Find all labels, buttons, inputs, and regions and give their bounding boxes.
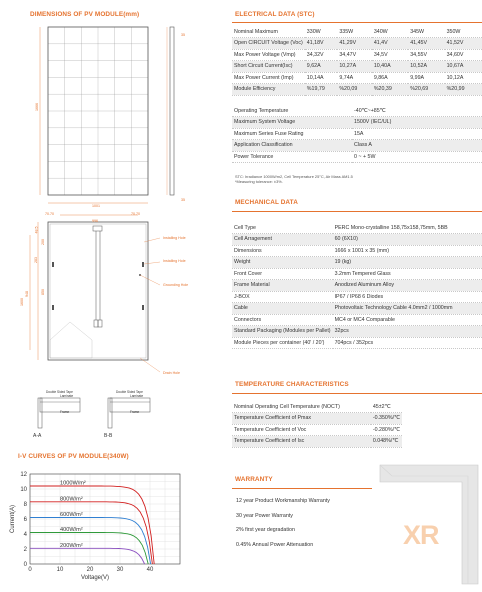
spec-label: Module Pieces per container (40' / 20') bbox=[232, 337, 333, 349]
electrical-row-label: Open CIRCUIT Voltage (Voc) bbox=[232, 38, 305, 50]
spec-row bbox=[232, 140, 482, 152]
dimensions-title: DIMENSIONS OF PV MODULE(mm) bbox=[30, 11, 140, 18]
warranty-item: 2% first year degradation bbox=[236, 527, 295, 533]
spec-row bbox=[232, 436, 402, 448]
spec-label: Temperature Coefficient of Pmax bbox=[232, 413, 371, 425]
warranty-list bbox=[236, 496, 386, 554]
spec-row bbox=[232, 326, 482, 338]
iv-curve-label: 1000W/m² bbox=[60, 480, 86, 487]
side-dim-3: 996 bbox=[92, 219, 98, 223]
electrical-row bbox=[232, 26, 482, 38]
temperature-table bbox=[232, 401, 402, 448]
electrical-cell: 9,74A bbox=[337, 72, 371, 84]
electrical-cell: 41,4V bbox=[372, 38, 408, 50]
x-tick-label: 20 bbox=[86, 567, 94, 573]
frame-label-b: Frame bbox=[130, 410, 140, 414]
x-tick-label: 0 bbox=[28, 567, 32, 573]
warranty-item: 30 year Power Warranty bbox=[236, 512, 293, 519]
iv-curve-label: 400W/m² bbox=[60, 527, 83, 533]
spec-row bbox=[232, 245, 482, 257]
spec-value: 45±2℃ bbox=[371, 401, 402, 413]
spec-row bbox=[232, 117, 482, 129]
x-axis-label: Voltage(V) bbox=[80, 575, 110, 581]
iv-curve bbox=[30, 548, 145, 564]
spec-label: Temperature Coefficient of Isc bbox=[232, 436, 371, 448]
spec-row bbox=[232, 303, 482, 315]
electrical-cell: 340W bbox=[372, 26, 408, 38]
electrical-cell: %20,09 bbox=[337, 84, 371, 96]
tolerance-note: *Measuring tolerance: ±3%. bbox=[235, 179, 283, 184]
y-tick-label: 2 bbox=[23, 547, 27, 553]
spec-row bbox=[232, 128, 482, 140]
left-dim-1: 48.5 bbox=[34, 226, 39, 234]
spec-row bbox=[232, 314, 482, 326]
electrical-title: ELECTRICAL DATA (STC) bbox=[235, 11, 315, 18]
electrical-cell: 10,14A bbox=[305, 72, 338, 84]
electrical-cell: 41,29V bbox=[337, 38, 371, 50]
electrical-cell: 9,62A bbox=[305, 61, 338, 73]
spec-value: 15A bbox=[352, 128, 482, 140]
depth-bottom-dim: 35 bbox=[181, 198, 185, 202]
iv-chart bbox=[0, 462, 200, 590]
electrical-row-label: Module Efficiency bbox=[232, 84, 305, 96]
spec-label: Cell Arragement bbox=[232, 234, 333, 246]
electrical-divider bbox=[232, 22, 482, 23]
electrical-cell: 9,86A bbox=[372, 72, 408, 84]
spec-value: Class A bbox=[352, 140, 482, 152]
left-dim-2: 200 bbox=[41, 239, 45, 245]
spec-row bbox=[232, 268, 482, 280]
spec-label: Application Classification bbox=[232, 140, 352, 152]
warranty-item: 12 year Product Workmanship Warranty bbox=[236, 498, 330, 504]
spec-row bbox=[232, 222, 482, 234]
electrical-cell: 34,5V bbox=[372, 49, 408, 61]
spec-value: 19 (kg) bbox=[333, 257, 482, 269]
mechanical-table bbox=[232, 222, 482, 349]
spec-value: 60 (6X10) bbox=[333, 234, 482, 246]
spec-label: Operating Temperature bbox=[232, 105, 352, 117]
spec-label: Nominal Operating Cell Temperature (NOCT) bbox=[232, 401, 371, 413]
electrical-cell: 41,45V bbox=[408, 38, 444, 50]
spec-value: -0.350%/℃ bbox=[371, 413, 402, 425]
spec-label: Frame Material bbox=[232, 280, 333, 292]
frame-label-a: Frame bbox=[60, 410, 70, 414]
electrical-cell: 34,55V bbox=[408, 49, 444, 61]
width-dim: 1001 bbox=[92, 204, 100, 208]
electrical-single-table bbox=[232, 105, 482, 163]
electrical-cell: %20,99 bbox=[445, 84, 482, 96]
electrical-cell: 10,27A bbox=[337, 61, 371, 73]
electrical-cell: 9,99A bbox=[408, 72, 444, 84]
spec-label: Dimensions bbox=[232, 245, 333, 257]
warranty-title: WARRANTY bbox=[235, 476, 273, 483]
iv-curve bbox=[30, 518, 151, 565]
electrical-row bbox=[232, 84, 482, 96]
spec-value: -0.280%/℃ bbox=[371, 424, 402, 436]
spec-value: 3.2mm Tempered Glass bbox=[333, 268, 482, 280]
electrical-table bbox=[232, 26, 482, 96]
laminate-label-a: Laminate bbox=[60, 394, 74, 398]
spec-label: Weight bbox=[232, 257, 333, 269]
electrical-cell: 330W bbox=[305, 26, 338, 38]
spec-value: 1666 x 1001 x 35 (mm) bbox=[333, 245, 482, 257]
spec-row bbox=[232, 401, 402, 413]
spec-label: Maximum System Voltage bbox=[232, 117, 352, 129]
electrical-cell: 10,52A bbox=[408, 61, 444, 73]
side-dim-2: 70.70 bbox=[131, 212, 140, 216]
spec-row bbox=[232, 257, 482, 269]
module-front-drawing bbox=[0, 0, 240, 420]
spec-value: IP67 / IP68 6 Diodes bbox=[333, 291, 482, 303]
electrical-cell: 41,18V bbox=[305, 38, 338, 50]
electrical-cell: %20,69 bbox=[408, 84, 444, 96]
temperature-divider bbox=[232, 393, 482, 394]
warranty-item: 0.45% Annual Power Attenuation bbox=[236, 541, 314, 548]
spec-value: -40℃~+85℃ bbox=[352, 105, 482, 117]
spec-value: 1500V (IEC/UL) bbox=[352, 117, 482, 129]
depth-top-dim: 35 bbox=[181, 33, 185, 37]
drain-hole-label: Drain Hole bbox=[163, 371, 180, 375]
electrical-cell: 10,12A bbox=[445, 72, 482, 84]
spec-row bbox=[232, 424, 402, 436]
mechanical-title: MECHANICAL DATA bbox=[235, 199, 298, 206]
spec-row bbox=[232, 151, 482, 163]
spec-value: Anodized Aluminum Alloy bbox=[333, 280, 482, 292]
spec-value: PERC Mono-crystalline 158,75x158,75mm, 5BB bbox=[333, 222, 482, 234]
electrical-row bbox=[232, 49, 482, 61]
electrical-row-label: Short Circuit Current(Isc) bbox=[232, 61, 305, 73]
spec-value: 704pcs / 352pcs bbox=[333, 337, 482, 349]
electrical-cell: 345W bbox=[408, 26, 444, 38]
spec-row bbox=[232, 413, 402, 425]
x-tick-label: 30 bbox=[116, 567, 124, 573]
spec-label: Cable bbox=[232, 303, 333, 315]
spec-label: J-BOX bbox=[232, 291, 333, 303]
electrical-row bbox=[232, 72, 482, 84]
spec-label: Standard Packaging (Modules per Pallet) bbox=[232, 326, 333, 338]
electrical-cell: 34,60V bbox=[445, 49, 482, 61]
y-tick-label: 6 bbox=[23, 517, 27, 523]
spec-row bbox=[232, 291, 482, 303]
left-dim-5: 948 bbox=[25, 291, 29, 297]
y-tick-label: 12 bbox=[20, 472, 27, 478]
iv-curve-label: 200W/m² bbox=[60, 542, 83, 549]
spec-row bbox=[232, 280, 482, 292]
electrical-row bbox=[232, 38, 482, 50]
iv-curve-label: 800W/m² bbox=[60, 496, 83, 503]
iv-curve-label: 600W/m² bbox=[60, 512, 83, 518]
spec-value: 0 ~ + 5W bbox=[352, 151, 482, 163]
spec-value: Photovoltaic Technology Cable 4.0mm2 / 1000mm bbox=[333, 303, 482, 315]
y-axis-label: Current(A) bbox=[10, 504, 16, 534]
installing-hole-label: Installing Hole bbox=[163, 236, 186, 240]
warranty-divider bbox=[232, 488, 372, 489]
temperature-title: TEMPERATURE CHARACTERISTICS bbox=[235, 381, 349, 388]
electrical-row bbox=[232, 61, 482, 73]
electrical-row-label: Nominal Maximum bbox=[232, 26, 305, 38]
installing-hole-label-2: Installing Hole bbox=[163, 259, 186, 263]
electrical-row-label: Max Power Current (Imp) bbox=[232, 72, 305, 84]
y-tick-label: 10 bbox=[20, 487, 27, 493]
left-dim-6: 1600 bbox=[20, 298, 24, 306]
y-tick-label: 8 bbox=[23, 502, 27, 508]
spec-value: 0.048%/℃ bbox=[371, 436, 402, 448]
y-tick-label: 0 bbox=[23, 562, 27, 568]
spec-value: 32pcs bbox=[333, 326, 482, 338]
electrical-cell: %20,39 bbox=[372, 84, 408, 96]
tape-label-b: Double Sided Tape bbox=[116, 390, 143, 394]
tape-label-a: Double Sided Tape bbox=[46, 390, 73, 394]
x-tick-label: 10 bbox=[56, 567, 64, 573]
spec-label: Power Tolerance bbox=[232, 151, 352, 163]
section-bb-label: B-B bbox=[104, 433, 113, 439]
spec-row bbox=[232, 234, 482, 246]
laminate-label-b: Laminate bbox=[130, 394, 144, 398]
side-dim-1: 70.70 bbox=[45, 212, 54, 216]
spec-label: Cell Type bbox=[232, 222, 333, 234]
electrical-cell: 34,47V bbox=[337, 49, 371, 61]
spec-label: Maximum Series Fuse Rating bbox=[232, 128, 352, 140]
spec-label: Connectors bbox=[232, 314, 333, 326]
y-tick-label: 4 bbox=[23, 532, 27, 538]
electrical-cell: 41,52V bbox=[445, 38, 482, 50]
electrical-cell: 10,67A bbox=[445, 61, 482, 73]
stc-note: STC: Irradiance 1000W/m2, Cell Temperature 25°C, Air Mass AM1.5 bbox=[235, 174, 353, 179]
spec-value: MC4 or MC4 Comparable bbox=[333, 314, 482, 326]
electrical-cell: 350W bbox=[445, 26, 482, 38]
electrical-cell: 34,32V bbox=[305, 49, 338, 61]
electrical-cell: %19,79 bbox=[305, 84, 338, 96]
spec-row bbox=[232, 105, 482, 117]
height-dim: 1666 bbox=[35, 103, 39, 111]
xr-logo: XR bbox=[403, 520, 439, 550]
mechanical-divider bbox=[232, 211, 482, 212]
iv-title: I-V CURVES OF PV MODULE(340W) bbox=[18, 453, 129, 460]
section-aa-label: A-A bbox=[33, 433, 42, 439]
electrical-row-label: Max Power Voltage (Vmp) bbox=[232, 49, 305, 61]
left-dim-3: 283 bbox=[34, 257, 38, 263]
spec-label: Front Cover bbox=[232, 268, 333, 280]
x-tick-label: 40 bbox=[146, 567, 154, 573]
electrical-cell: 335W bbox=[337, 26, 371, 38]
left-dim-4: 850 bbox=[41, 289, 45, 295]
electrical-cell: 10,40A bbox=[372, 61, 408, 73]
spec-label: Temperature Coefficient of Voc bbox=[232, 424, 371, 436]
spec-row bbox=[232, 337, 482, 349]
grounding-hole-label: Grounding Hole bbox=[163, 283, 189, 287]
